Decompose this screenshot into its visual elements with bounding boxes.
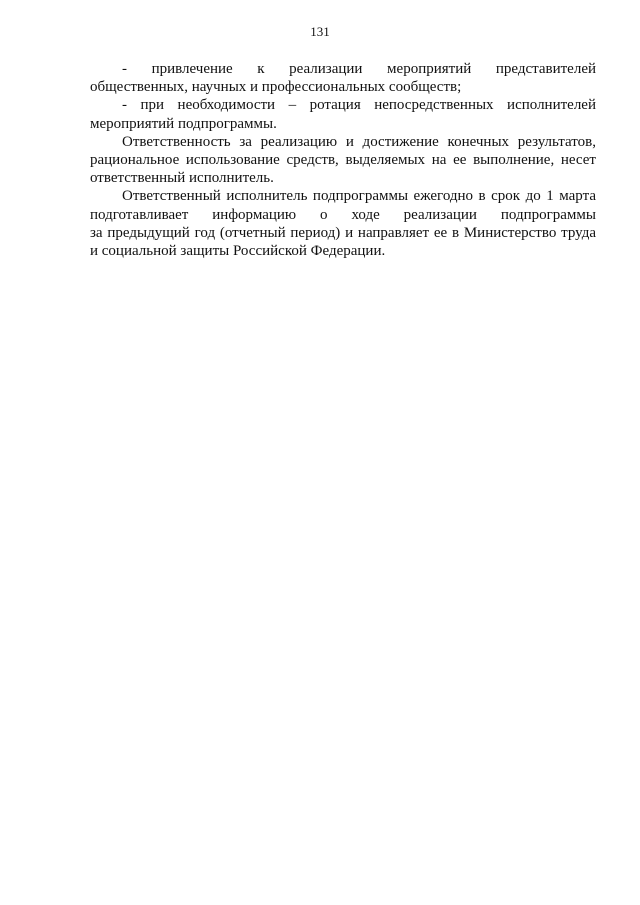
text-line: мероприятий подпрограммы. [90, 115, 277, 132]
paragraph-participation [90, 60, 596, 96]
text-line: - привлечение к реализации мероприятий представителей [122, 61, 596, 77]
paragraph-rotation [90, 96, 596, 132]
document-body [90, 60, 596, 260]
text-line: ответственный исполнитель. [90, 170, 274, 187]
text-line: подготавливает информацию о ходе реализации подпрограммы [90, 206, 596, 223]
text-line: за предыдущий год (отчетный период) и направляет ее в Министерство труда [90, 224, 596, 241]
text-line: - при необходимости – ротация непосредственных исполнителей [122, 97, 596, 114]
text-line: общественных, научных и профессиональных сообществ; [90, 79, 462, 96]
text-line: Ответственность за реализацию и достижение конечных результатов, [122, 133, 596, 150]
text-line: и социальной защиты Российской Федерации. [90, 242, 386, 259]
paragraph-responsibility [90, 133, 596, 188]
text-line: Ответственный исполнитель подпрограммы ежегодно в срок до 1 марта [122, 188, 596, 205]
paragraph-reporting [90, 187, 596, 260]
page-number: 131 [310, 24, 330, 39]
text-line: рациональное использование средств, выделяемых на ее выполнение, несет [90, 151, 596, 168]
